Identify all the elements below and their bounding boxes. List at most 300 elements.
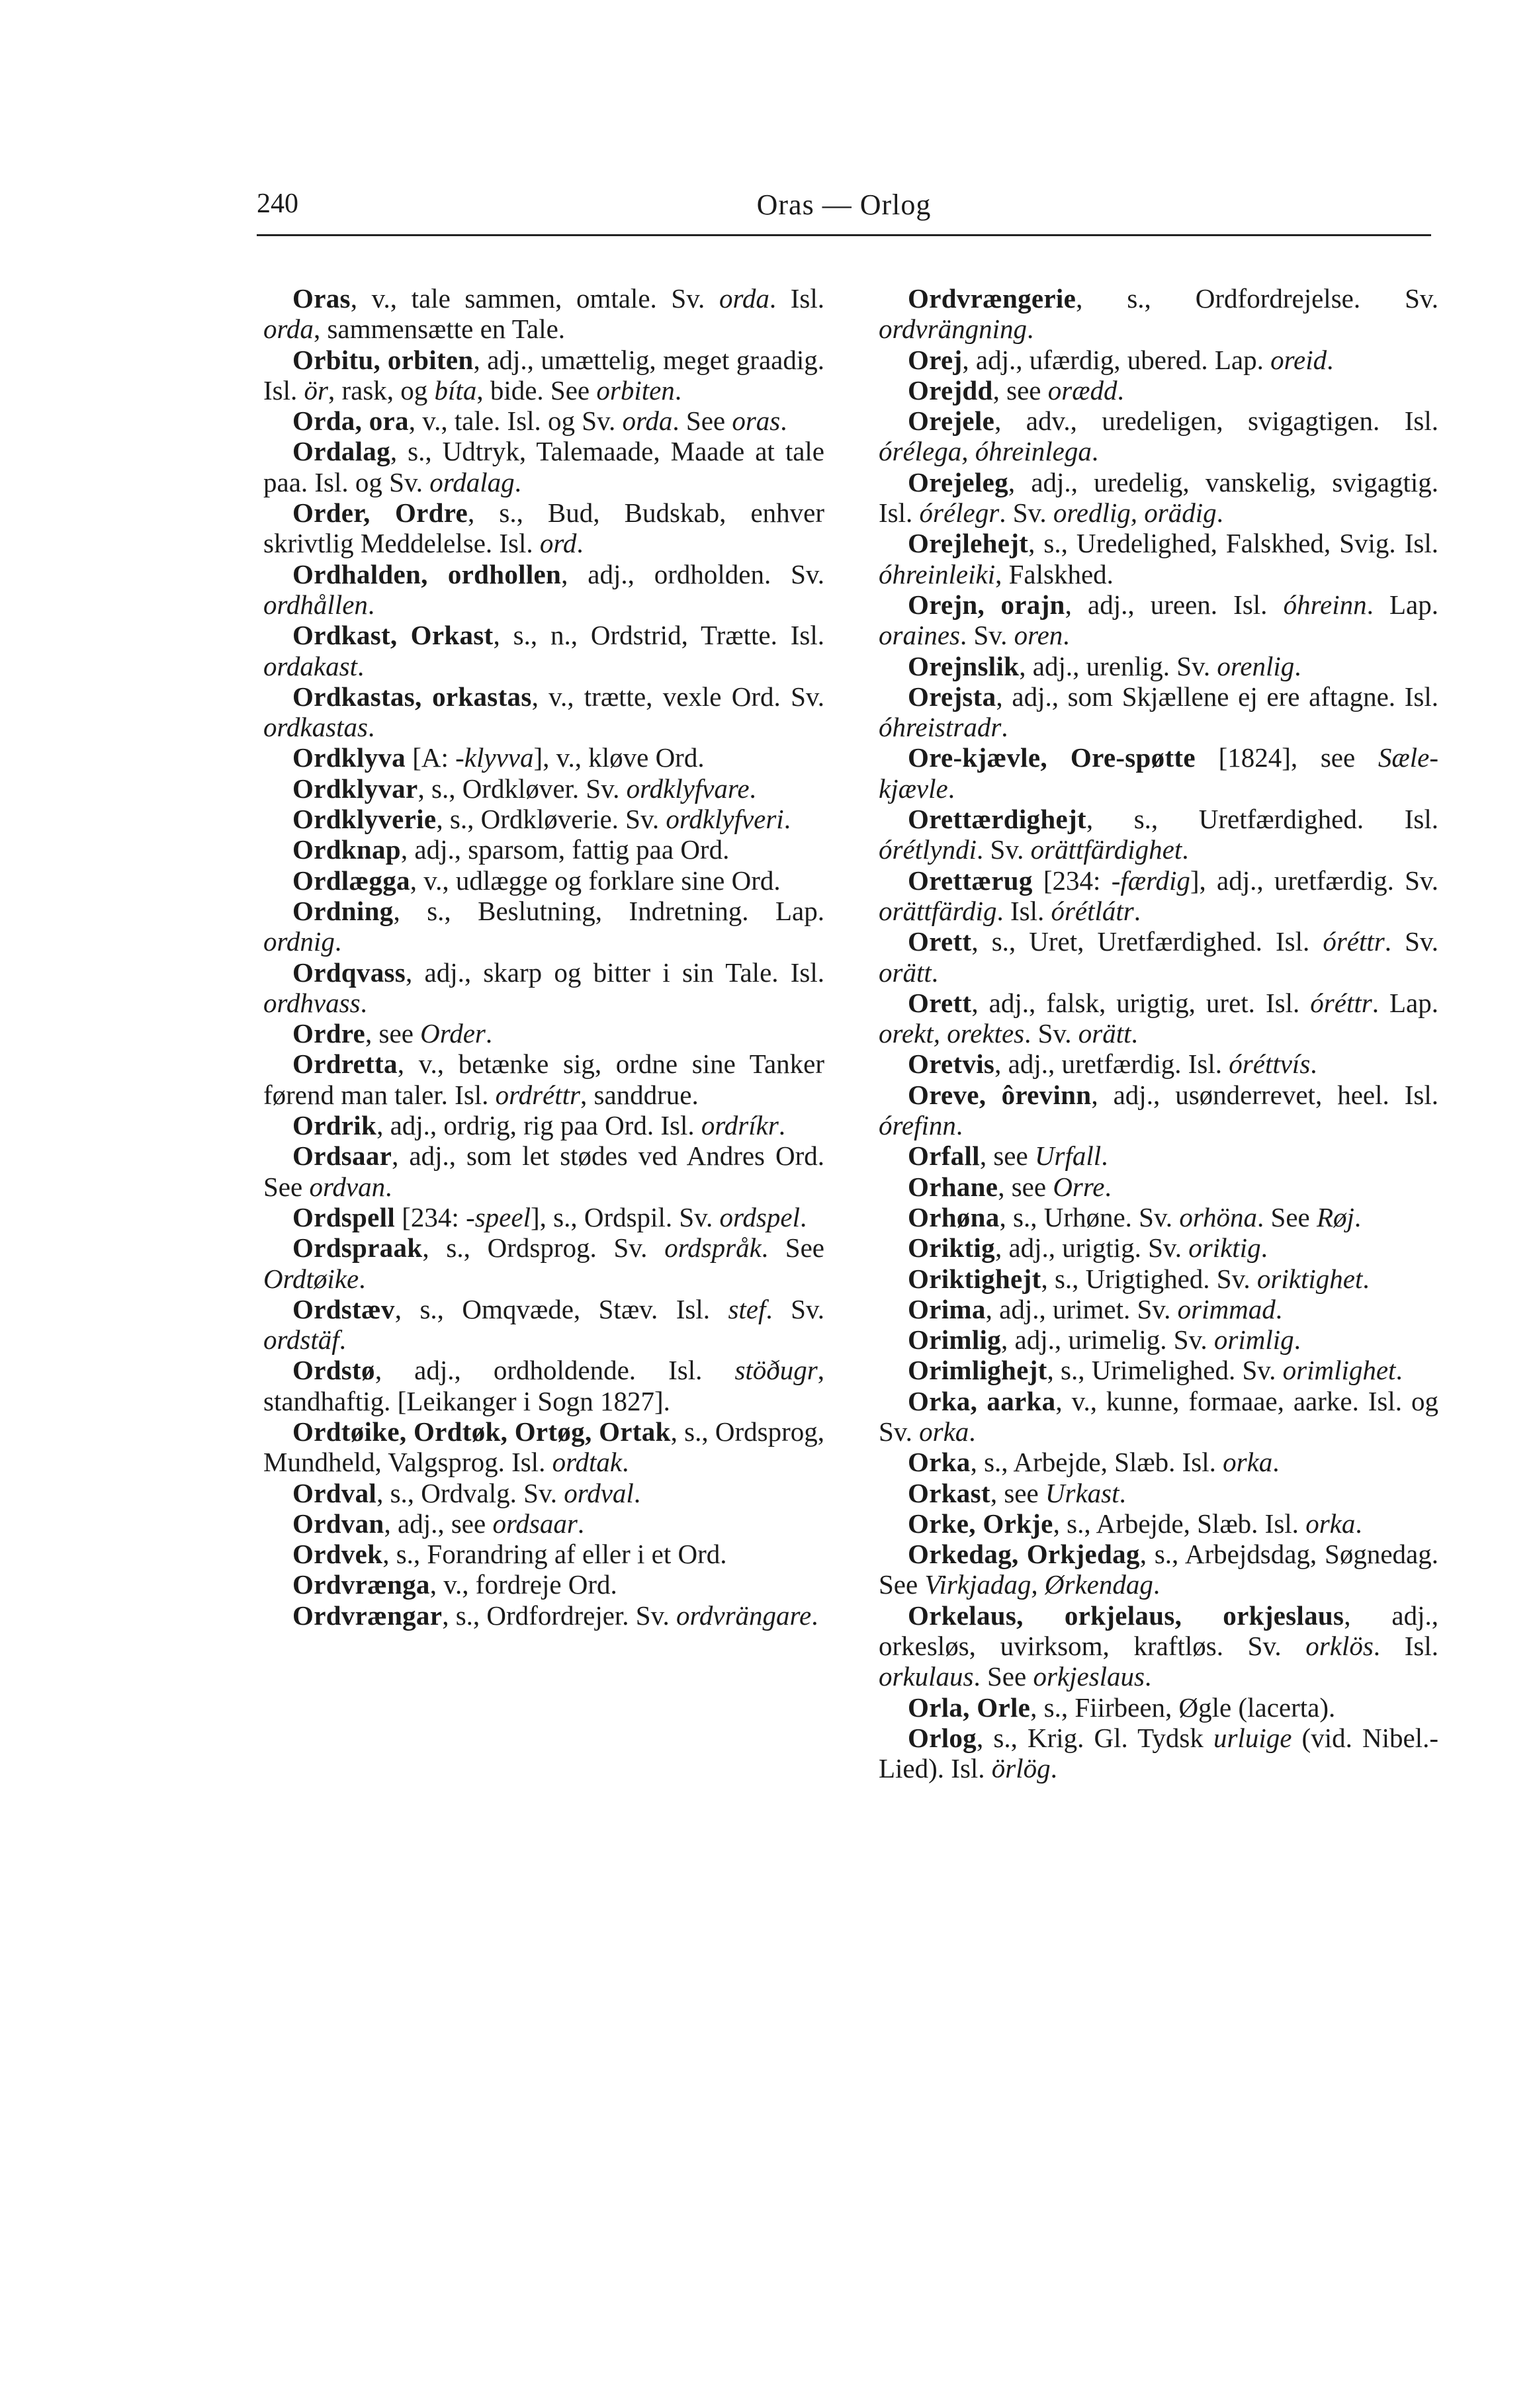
dictionary-entry: [879, 1324, 1438, 1355]
headword: Ordstæv: [292, 1293, 395, 1324]
dictionary-entry: [263, 1416, 824, 1478]
entry-text: .: [1294, 650, 1301, 681]
dictionary-entry: [263, 1018, 824, 1049]
italic-term: orda: [263, 314, 314, 345]
dictionary-entry: [879, 1447, 1438, 1477]
entry-text: .: [334, 926, 342, 957]
dictionary-entry: [263, 1569, 824, 1600]
entry-text: , s., Uretfærdighed. Isl.: [1086, 804, 1438, 835]
entry-text: .: [1362, 1263, 1370, 1294]
headword: Orett: [908, 926, 972, 957]
italic-term: óhreinn: [1283, 589, 1367, 620]
entry-text: , s., Uredelighed, Falskhed, Svig. Isl.: [1028, 528, 1438, 559]
italic-term: orklös: [1305, 1631, 1374, 1662]
dictionary-entry: [263, 1232, 824, 1294]
entry-text: .: [955, 1110, 963, 1141]
entry-text: [A:: [405, 742, 456, 773]
dictionary-entry: [879, 1294, 1438, 1324]
headword: Ordqvass: [292, 957, 406, 988]
dictionary-entry: [879, 1692, 1438, 1723]
italic-term: ordríkr: [701, 1110, 779, 1141]
italic-term: óréttr: [1323, 926, 1385, 957]
entry-text: .: [1133, 895, 1141, 926]
entry-text: , s., Bud, Budskab, enhver skrivtlig Meddelelse. Isl.: [263, 497, 824, 559]
headword: Orkelaus, orkjelaus, orkjeslaus: [908, 1600, 1344, 1631]
entry-text: . See: [1257, 1201, 1317, 1232]
entry-text: .: [385, 1171, 392, 1202]
italic-term: orda: [622, 406, 673, 437]
entry-text: , adj., ordholden. Sv.: [561, 558, 824, 589]
headword: Orfall: [908, 1140, 980, 1172]
headword: Oras: [292, 283, 351, 314]
dictionary-entry: [263, 283, 824, 345]
italic-term: orka: [919, 1416, 969, 1447]
entry-text: . Sv.: [1024, 1018, 1078, 1049]
italic-term: ordstäf: [263, 1324, 339, 1355]
entry-text: , s., Ordkløver. Sv.: [417, 773, 627, 804]
italic-term: oreid: [1270, 344, 1327, 375]
entry-text: ], s., Ordspil. Sv.: [530, 1201, 720, 1232]
dictionary-entry: [263, 681, 824, 743]
entry-text: . Sv.: [766, 1293, 824, 1324]
italic-term: orda: [719, 283, 769, 314]
entry-text: , s., Forandring af eller i et Ord.: [382, 1539, 727, 1570]
italic-term: oren: [1014, 620, 1063, 651]
italic-term: ordsaar: [492, 1508, 578, 1539]
italic-term: órefinn: [879, 1110, 956, 1141]
italic-term: ordklyfvare: [626, 773, 750, 804]
italic-term: ör: [304, 374, 328, 406]
headword: Ordvrængerie: [908, 283, 1076, 314]
dictionary-entry: [263, 1600, 824, 1631]
italic-term: órélega, óhreinlega: [879, 436, 1092, 467]
headword: Orlog: [908, 1722, 977, 1753]
headword: Ordspell: [292, 1201, 396, 1232]
italic-term: ordnig: [263, 926, 335, 957]
entry-text: .: [1131, 1018, 1138, 1049]
italic-term: orätt: [1078, 1018, 1131, 1049]
entry-text: , s., Fiirbeen, Øgle (lacerta).: [1030, 1692, 1336, 1723]
dictionary-entry: [879, 528, 1438, 589]
headword: Ordknap: [292, 834, 401, 865]
dictionary-entry: [879, 375, 1438, 406]
entry-text: , adv., uredeligen, svigagtigen. Isl.: [994, 406, 1438, 437]
entry-text: , s., Krig. Gl. Tydsk: [976, 1722, 1213, 1753]
entry-text: .: [360, 987, 367, 1018]
headword: Ordlægga: [292, 865, 410, 896]
headword: Ordvrængar: [292, 1600, 443, 1631]
headword: Ordhalden, ordhollen: [292, 558, 562, 589]
dictionary-entry: [879, 345, 1438, 375]
entry-text: . Lap.: [1366, 589, 1438, 620]
entry-text: , s., Beslutning, Indretning. Lap.: [393, 895, 824, 926]
entry-text: .: [783, 804, 791, 835]
entry-text: , adj., som Skjællene ej ere aftagne. Isl.: [996, 681, 1438, 712]
entry-text: , adj., ureen. Isl.: [1065, 589, 1284, 620]
entry-text: , adj., urigtig. Sv.: [994, 1232, 1189, 1264]
italic-term: ordhvass: [263, 987, 361, 1018]
headword: Orhøna: [908, 1201, 1000, 1232]
dictionary-entry: [879, 1232, 1438, 1263]
entry-text: .: [339, 1324, 346, 1355]
headword: Ordretta: [292, 1049, 398, 1080]
italic-term: orimlighet: [1282, 1355, 1396, 1386]
headword: Orbitu, orbiten: [292, 344, 474, 375]
entry-text: .: [1216, 497, 1223, 529]
entry-text: , Falskhed.: [995, 558, 1114, 589]
headword: Ordspraak: [292, 1232, 423, 1264]
italic-term: ordvrängning: [879, 314, 1027, 345]
dictionary-entry: [879, 1080, 1438, 1141]
entry-text: . See: [761, 1232, 824, 1264]
page-number: 240: [257, 189, 298, 219]
italic-term: oraines: [879, 620, 960, 651]
dictionary-entry: [263, 804, 824, 834]
headword: Orett: [908, 987, 972, 1018]
italic-term: Order: [420, 1018, 486, 1049]
italic-term: örlög: [991, 1753, 1051, 1784]
dictionary-entry: [263, 559, 824, 621]
entry-text: .: [1153, 1569, 1161, 1600]
headword: Orima: [908, 1293, 986, 1324]
headword: Orejele: [908, 406, 995, 437]
italic-term: oriktig: [1188, 1232, 1261, 1264]
entry-text: , standhaftig. [Leikanger i Sogn 1827].: [263, 1355, 824, 1416]
italic-term: ordhållen: [263, 589, 368, 620]
headword: Orettærdighejt: [908, 804, 1086, 835]
headword: Oriktighejt: [908, 1263, 1041, 1294]
italic-term: órélegr: [919, 497, 1000, 529]
headword: Ordkast, Orkast: [292, 620, 494, 651]
entry-text: .: [811, 1600, 818, 1631]
dictionary-entry: [263, 1294, 824, 1355]
italic-term: óréttvís: [1229, 1049, 1311, 1080]
entry-text: , adj., usønderrevet, heel. Isl.: [1091, 1079, 1438, 1110]
dictionary-entry: [263, 834, 824, 865]
entry-text: .: [1119, 1477, 1126, 1508]
entry-text: , s., Arbejde, Slæb. Isl.: [1053, 1508, 1306, 1539]
entry-text: .: [969, 1416, 976, 1447]
entry-text: [1824], see: [1195, 742, 1378, 773]
dictionary-entry: [879, 742, 1438, 804]
italic-term: orätt: [879, 957, 932, 988]
entry-text: , s., Ordsprog, Mundheld, Valgsprog. Isl.: [263, 1416, 824, 1478]
entry-text: .: [367, 589, 375, 620]
entry-text: .: [1063, 620, 1070, 651]
dictionary-entry: [263, 1049, 824, 1110]
running-head: Oras — Orlog: [756, 189, 932, 221]
entry-text: .: [674, 374, 682, 406]
entry-text: , see: [365, 1018, 421, 1049]
headword: Orejnslik: [908, 650, 1020, 681]
italic-term: ordval: [564, 1477, 634, 1508]
entry-text: , s., Urimelighed. Sv.: [1047, 1355, 1283, 1386]
entry-text: .: [1355, 1508, 1362, 1539]
italic-term: ordvrängare: [676, 1600, 812, 1631]
headword: Ordval: [292, 1477, 377, 1508]
dictionary-entry: [263, 497, 824, 559]
italic-term: Ordtøike: [263, 1263, 359, 1294]
page-header: [257, 181, 1431, 236]
italic-term: óréttr: [1310, 987, 1372, 1018]
headword: Orejn, orajn: [908, 589, 1065, 620]
headword: Ordalag: [292, 436, 390, 467]
italic-term: Orre: [1053, 1171, 1105, 1202]
dictionary-entry: [879, 589, 1438, 651]
headword: Orejlehejt: [908, 528, 1029, 559]
entry-text: .: [1354, 1201, 1362, 1232]
headword: Oriktig: [908, 1232, 995, 1264]
entry-text: , s., Arbejde, Slæb. Isl.: [970, 1447, 1223, 1478]
entry-text: , s., Ordfordrejelse. Sv.: [1076, 283, 1438, 314]
italic-term: orædd: [1047, 374, 1118, 406]
dictionary-entry: [879, 1386, 1438, 1447]
headword: Orejsta: [908, 681, 996, 712]
entry-text: .: [1272, 1447, 1280, 1478]
entry-text: .: [1091, 436, 1099, 467]
italic-term: orekt, orektes: [879, 1018, 1025, 1049]
italic-term: Urkast: [1045, 1477, 1119, 1508]
headword: Ordvrænga: [292, 1569, 430, 1600]
entry-text: .: [1182, 834, 1189, 865]
entry-text: .: [1395, 1355, 1403, 1386]
italic-term: ord: [539, 528, 577, 559]
entry-text: .: [1275, 1293, 1282, 1324]
italic-term: orka: [1305, 1508, 1356, 1539]
italic-term: oredlig, orädig: [1053, 497, 1217, 529]
entry-text: .: [1001, 712, 1008, 743]
dictionary-entry: [879, 1600, 1438, 1692]
entry-text: .: [947, 773, 955, 804]
entry-text: .: [577, 1508, 585, 1539]
entry-text: .: [485, 1018, 493, 1049]
entry-text: .: [1117, 374, 1124, 406]
entry-text: , adj., ordrig, rig paa Ord. Isl.: [376, 1110, 701, 1141]
entry-text: ], adj., uretfærdig. Sv.: [1190, 865, 1439, 896]
headword: Orke, Orkje: [908, 1508, 1053, 1539]
headword: Order, Ordre: [292, 497, 468, 529]
entry-text: , see: [979, 1140, 1035, 1172]
dictionary-entry: [879, 1172, 1438, 1202]
entry-text: .: [931, 957, 938, 988]
italic-term: ordtak: [552, 1447, 623, 1478]
entry-text: .: [367, 712, 375, 743]
italic-term: stöðugr: [734, 1355, 818, 1386]
entry-text: , sanddrue.: [580, 1079, 699, 1110]
entry-text: , s., Ordsprog. Sv.: [422, 1232, 665, 1264]
dictionary-entry: [263, 1110, 824, 1140]
headword: Ordklyvar: [292, 773, 418, 804]
entry-text: .: [799, 1201, 807, 1232]
headword: Orhane: [908, 1171, 998, 1202]
entry-text: , adj., urenlig. Sv.: [1019, 650, 1217, 681]
entry-text: , adj., skarp og bitter i sin Tale. Isl.: [406, 957, 824, 988]
entry-text: .: [514, 466, 521, 497]
dictionary-entry: [263, 1202, 824, 1232]
entry-text: , adj., urimet. Sv.: [985, 1293, 1178, 1324]
entry-text: .: [1145, 1661, 1152, 1692]
right-column: [879, 283, 1438, 1784]
dictionary-entry: [879, 681, 1438, 743]
headword: Ordsaar: [292, 1140, 392, 1172]
dictionary-entry: [879, 1140, 1438, 1171]
entry-text: . Sv.: [999, 497, 1053, 529]
italic-term: orka: [1223, 1447, 1273, 1478]
italic-term: ordspel: [719, 1201, 800, 1232]
entry-text: , s., Ordkløverie. Sv.: [436, 804, 666, 835]
italic-term: orbiten: [596, 374, 675, 406]
entry-text: ], v., kløve Ord.: [533, 742, 705, 773]
entry-text: . Sv.: [1384, 926, 1439, 957]
entry-text: .: [1294, 1324, 1301, 1355]
entry-text: . Lap.: [1372, 987, 1438, 1018]
headword: Orejdd: [908, 374, 993, 406]
entry-text: , adj., uretfærdig. Isl.: [994, 1049, 1229, 1080]
headword: Ordtøike, Ordtøk, Ortøg, Ortak: [292, 1416, 671, 1447]
italic-term: Urfall: [1034, 1140, 1102, 1172]
dictionary-entry: [263, 742, 824, 773]
italic-term: orkjeslaus: [1033, 1661, 1145, 1692]
headword: Orimlig: [908, 1324, 1002, 1355]
headword: Orimlighejt: [908, 1355, 1047, 1386]
dictionary-entry: [263, 406, 824, 436]
entry-text: , see: [998, 1171, 1053, 1202]
entry-text: , adj., ordholdende. Isl.: [374, 1355, 735, 1386]
dictionary-entry: [263, 957, 824, 1019]
headword: Ordning: [292, 895, 394, 926]
entry-text: , adj., umættelig, meget graadig. Isl.: [263, 344, 824, 406]
entry-text: , s., Omqvæde, Stæv. Isl.: [394, 1293, 728, 1324]
entry-text: (vid. Nibel.-Lied). Isl.: [879, 1722, 1438, 1784]
italic-term: orättfärdig: [879, 895, 997, 926]
dictionary-entry: [879, 1049, 1438, 1079]
headword: Orkedag, Orkjedag: [908, 1539, 1140, 1570]
entry-text: , v., udlægge og forklare sine Ord.: [410, 865, 781, 896]
entry-text: , s., Udtryk, Talemaade, Maade at tale paa. Isl. og Sv.: [263, 436, 824, 497]
italic-term: -færdig: [1111, 865, 1190, 896]
dictionary-entry: [879, 1723, 1438, 1784]
dictionary-entry: [263, 896, 824, 957]
italic-term: órétlyndi: [879, 834, 977, 865]
entry-text: , adj., sparsom, fattig paa Ord.: [400, 834, 730, 865]
dictionary-entry: [879, 988, 1438, 1049]
entry-text: .: [1260, 1232, 1268, 1264]
entry-text: , see: [992, 374, 1048, 406]
entry-text: , v., tale sammen, omtale. Sv.: [350, 283, 719, 314]
headword: Ordvan: [292, 1508, 384, 1539]
entry-text: . Isl.: [769, 283, 825, 314]
italic-term: orimlig: [1213, 1324, 1294, 1355]
entry-text: . Sv.: [977, 834, 1031, 865]
dictionary-entry: [263, 1508, 824, 1539]
entry-text: , adj., falsk, urigtig, uret. Isl.: [971, 987, 1311, 1018]
entry-text: , bide. See: [476, 374, 597, 406]
dictionary-entry: [879, 1202, 1438, 1232]
entry-text: .: [622, 1447, 629, 1478]
italic-term: ordspråk: [664, 1232, 762, 1264]
italic-term: óhreistradr: [879, 712, 1002, 743]
headword: Orkast: [908, 1477, 990, 1508]
headword: Orda, ora: [292, 406, 409, 437]
headword: Ordklyverie: [292, 804, 437, 835]
dictionary-entry: [879, 1478, 1438, 1508]
italic-term: urluige: [1213, 1722, 1292, 1753]
entry-text: , v., betænke sig, ordne sine Tanker førend man taler. Isl.: [263, 1049, 824, 1110]
dictionary-entry: [263, 620, 824, 681]
entry-text: , adj., orkesløs, uvirksom, kraftløs. Sv.: [879, 1600, 1438, 1662]
headword: Orettærug: [908, 865, 1033, 896]
entry-text: [234:: [1032, 865, 1112, 896]
entry-text: .: [633, 1477, 641, 1508]
italic-term: Røj: [1316, 1201, 1354, 1232]
entry-text: , sammensætte en Tale.: [313, 314, 566, 345]
entry-text: , s., Arbejdsdag, Søgnedag. See: [879, 1539, 1438, 1600]
headword: Orejeleg: [908, 466, 1008, 497]
italic-term: bíta: [434, 374, 477, 406]
italic-term: orkulaus: [879, 1661, 974, 1692]
entry-text: , adj., som let stødes ved Andres Ord. See: [263, 1140, 824, 1202]
entry-text: , s., Ordfordrejer. Sv.: [442, 1600, 676, 1631]
headword: Oretvis: [908, 1049, 995, 1080]
entry-text: .: [1050, 1753, 1057, 1784]
italic-term: Sæle-kjævle: [879, 742, 1438, 804]
dictionary-entry: [879, 1264, 1438, 1294]
dictionary-entry: [263, 436, 824, 497]
entry-text: . Isl.: [996, 895, 1051, 926]
dictionary-entry: [263, 1539, 824, 1569]
dictionary-entry: [879, 1539, 1438, 1600]
entry-text: , v., trætte, vexle Ord. Sv.: [531, 681, 824, 712]
entry-text: , s., n., Ordstrid, Trætte. Isl.: [493, 620, 824, 651]
dictionary-entry: [263, 773, 824, 804]
dictionary-entry: [879, 283, 1438, 345]
dictionary-entry: [263, 1478, 824, 1508]
headword: Ordklyva: [292, 742, 406, 773]
dictionary-entry: [263, 345, 824, 406]
left-column: [263, 283, 824, 1631]
entry-text: .: [1327, 344, 1334, 375]
italic-term: ordréttr: [495, 1079, 580, 1110]
entry-text: .: [1101, 1140, 1108, 1172]
entry-text: , adj., ufærdig, ubered. Lap.: [962, 344, 1271, 375]
headword: Ordre: [292, 1018, 366, 1049]
entry-text: , v., tale. Isl. og Sv.: [408, 406, 623, 437]
entry-text: , s., Urhøne. Sv.: [999, 1201, 1180, 1232]
entry-text: .: [749, 773, 756, 804]
dictionary-entry: [879, 804, 1438, 865]
italic-term: ordvan: [309, 1171, 386, 1202]
italic-term: orhöna: [1179, 1201, 1258, 1232]
entry-text: , v., kunne, formaae, aarke. Isl. og Sv.: [879, 1385, 1438, 1447]
italic-term: stef: [728, 1293, 766, 1324]
italic-term: oriktighet: [1256, 1263, 1363, 1294]
headword: Ordstø: [292, 1355, 375, 1386]
entry-text: , adj., uredelig, vanskelig, svigagtig. Isl.: [879, 466, 1438, 529]
entry-text: .: [780, 406, 787, 437]
dictionary-entry: [879, 1508, 1438, 1539]
entry-text: , s., Uret, Uretfærdighed. Isl.: [971, 926, 1323, 957]
entry-text: , adj., urimelig. Sv.: [1001, 1324, 1214, 1355]
italic-term: Virkjadag, Ørkendag: [924, 1569, 1153, 1600]
dictionary-entry: [879, 1355, 1438, 1385]
dictionary-entry: [263, 1355, 824, 1416]
italic-term: óhreinleiki: [879, 558, 996, 589]
entry-text: . See: [672, 406, 732, 437]
entry-text: [234:: [395, 1201, 466, 1232]
italic-term: oras: [732, 406, 781, 437]
dictionary-entry: [879, 651, 1438, 681]
entry-text: , s., Urigtighed. Sv.: [1041, 1263, 1257, 1294]
